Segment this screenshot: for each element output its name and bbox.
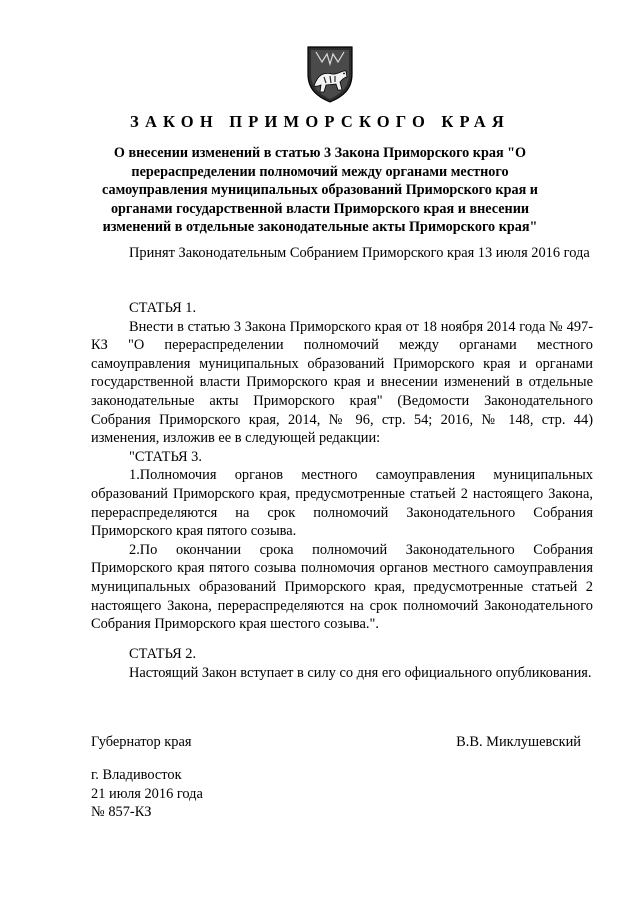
signing-date: 21 июля 2016 года xyxy=(91,785,203,802)
article-2-text: Настоящий Закон вступает в силу со дня его официального опубликования. xyxy=(129,664,592,681)
law-title: ЗАКОН ПРИМОРСКОГО КРАЯ xyxy=(130,112,510,131)
city: г. Владивосток xyxy=(91,767,182,783)
article-1 xyxy=(91,299,593,634)
adoption-note: Принят Законодательным Собранием Приморского края 13 июля 2016 года xyxy=(129,245,590,261)
article-1-text: Внести в статью 3 Закона Приморского края от 18 ноября 2014 года № 497-КЗ "О перераспределении полномочий между органами местного самоуправления муниципальных образований Приморского края и органами государственной власти Приморского края и внесении изменений в отдельные законодательные акты Приморского края" (Ведомости Законодательного Собрания Приморского края, 2014, № 96, стр. 54; 2016, № 148, стр. 44) изменения, изложив ее в следующей редакции: xyxy=(91,318,593,447)
coat-of-arms-icon xyxy=(302,44,358,104)
article-2 xyxy=(91,645,593,682)
law-subtitle: О внесении изменений в статью 3 Закона Приморского края "О перераспределении полномочий между органами местного самоуправления муниципальных образований Приморского края и органами государственной власти Приморского края и внесении изменений в отдельные законодательные акты Приморского края" xyxy=(102,145,538,235)
article-1-heading: СТАТЬЯ 1. xyxy=(129,300,197,316)
article-3-point-1: 1.Полномочия органов местного самоуправления муниципальных образований Приморского края, предусмотренные статьей 2 настоящего Закона, перераспределяются на срок полномочий Законодательного Собрания Приморского края пятого созыва. xyxy=(91,467,593,540)
adoption-block xyxy=(91,244,593,263)
article-3-point-2: 2.По окончании срока полномочий Законодательного Собрания Приморского края пятого созыва полномочия органов местного самоуправления муниципальных образований Приморского края, предусмотренные статьей 2 настоящего Закона, перераспределяются на срок полномочий Законодательного Собрания Приморского края шестого созыва.". xyxy=(91,541,593,633)
article-2-heading: СТАТЬЯ 2. xyxy=(129,646,197,662)
signatory-position: Губернатор края xyxy=(91,734,192,750)
document-footer xyxy=(91,766,203,822)
article-3-quoted-heading: "СТАТЬЯ 3. xyxy=(129,448,202,465)
law-number: № 857-КЗ xyxy=(91,804,152,821)
signatory-name: В.В. Миклушевский xyxy=(456,734,581,750)
